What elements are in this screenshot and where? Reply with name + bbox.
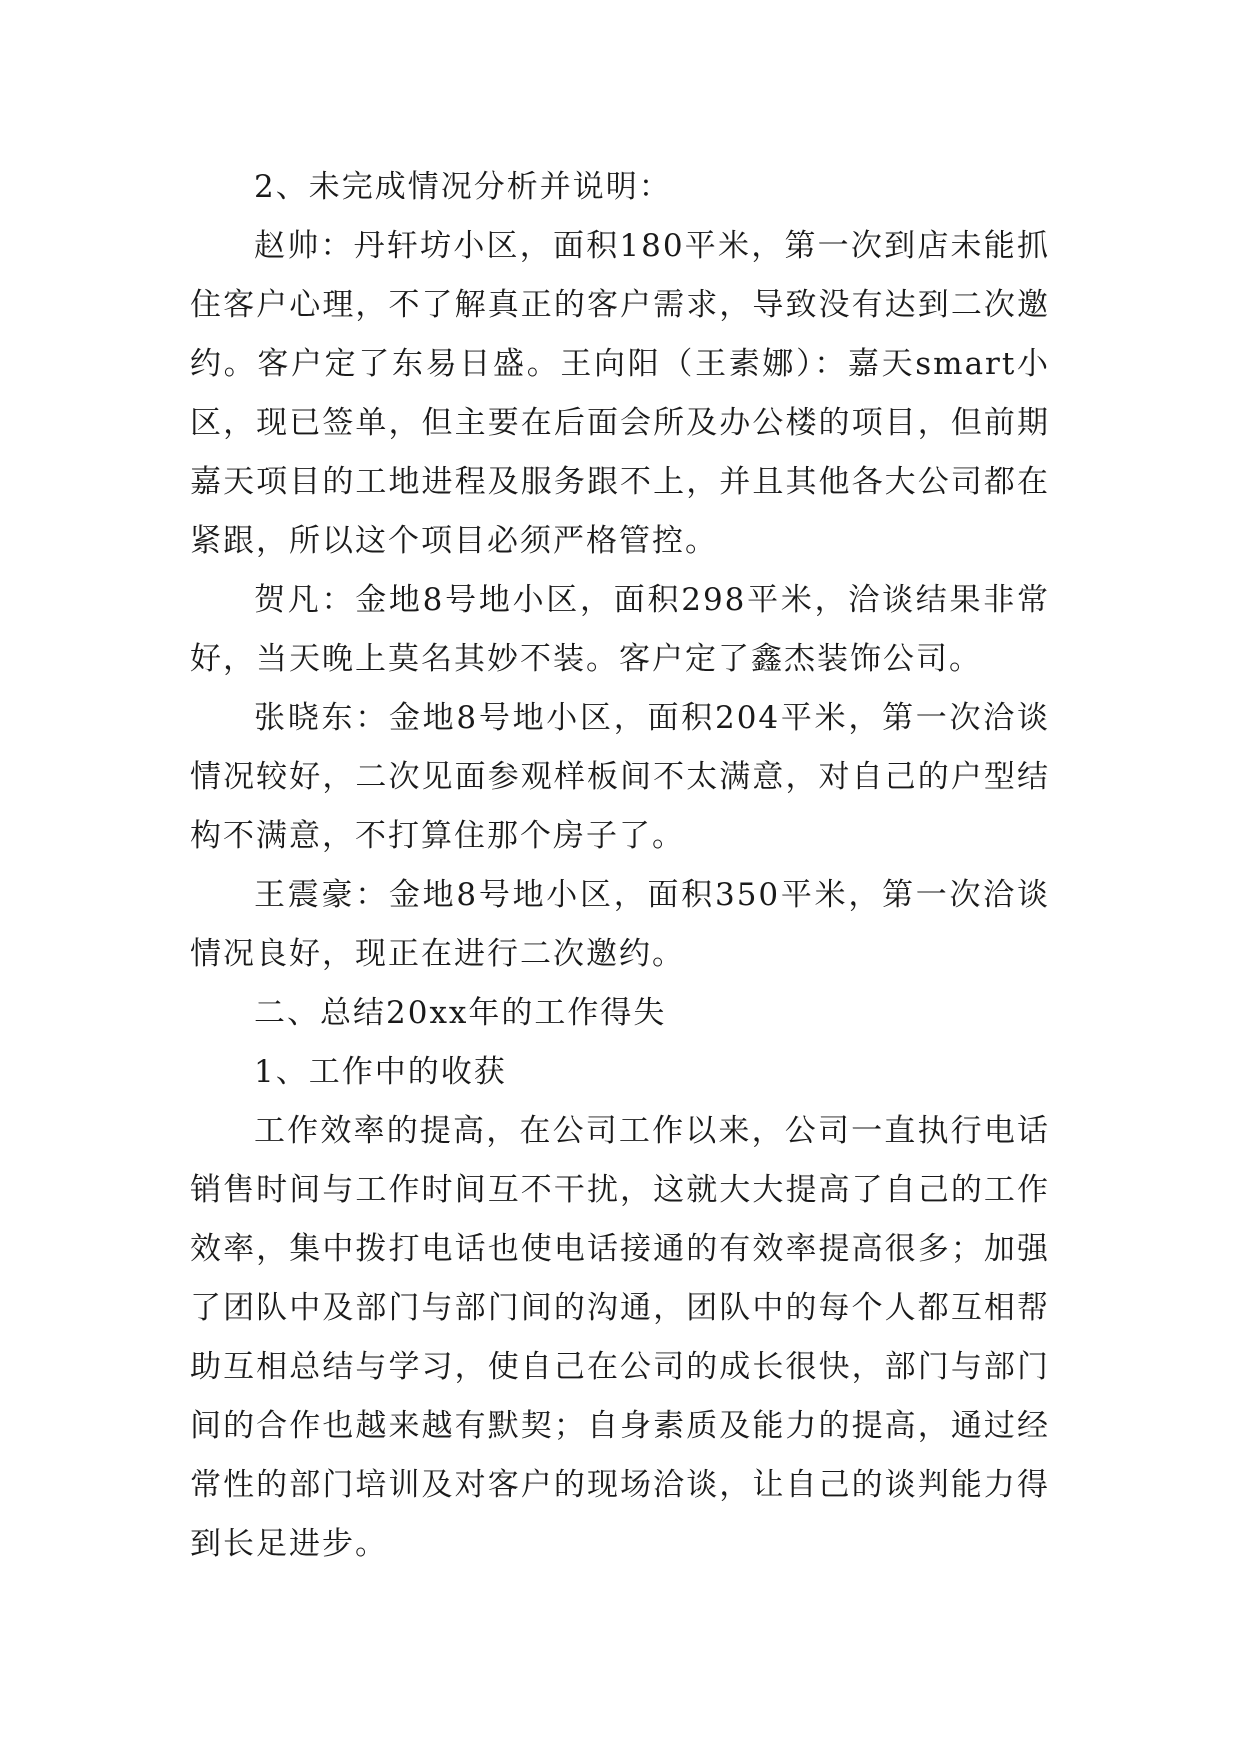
document-body xyxy=(190,158,1050,1574)
paragraph-zhao-shuai: 赵帅：丹轩坊小区，面积180平米，第一次到店未能抓住客户心理，不了解真正的客户需求，导致没有达到二次邀约。客户定了东易日盛。王向阳（王素娜）：嘉天smart小区，现已签单，但主要在后面会所及办公楼的项目，但前期嘉天项目的工地进程及服务跟不上，并且其他各大公司都在紧跟，所以这个项目必须严格管控。 xyxy=(190,228,1050,559)
paragraph-zhang-xiaodong: 张晓东：金地8号地小区，面积204平米，第一次洽谈情况较好，二次见面参观样板间不太满意，对自己的户型结构不满意，不打算住那个房子了。 xyxy=(190,700,1050,854)
paragraph-wang-zhenhao: 王震豪：金地8号地小区，面积350平米，第一次洽谈情况良好，现正在进行二次邀约。 xyxy=(190,877,1050,972)
paragraph-he-fan: 贺凡：金地8号地小区，面积298平米，洽谈结果非常好，当天晚上莫名其妙不装。客户定了鑫杰装饰公司。 xyxy=(190,582,1050,677)
paragraph-work-efficiency: 工作效率的提高，在公司工作以来，公司一直执行电话销售时间与工作时间互不干扰，这就大大提高了自己的工作效率，集中拨打电话也使电话接通的有效率提高很多；加强了团队中及部门与部门间的沟通，团队中的每个人都互相帮助互相总结与学习，使自己在公司的成长很快，部门与部门间的合作也越来越有默契；自身素质及能力的提高，通过经常性的部门培训及对客户的现场洽谈，让自己的谈判能力得到长足进步。 xyxy=(190,1113,1050,1562)
section-heading-summary: 二、总结20xx年的工作得失 xyxy=(254,995,667,1031)
paragraph-unfinished-analysis-heading: 2、未完成情况分析并说明： xyxy=(254,169,672,205)
subsection-heading-gains: 1、工作中的收获 xyxy=(254,1054,507,1090)
